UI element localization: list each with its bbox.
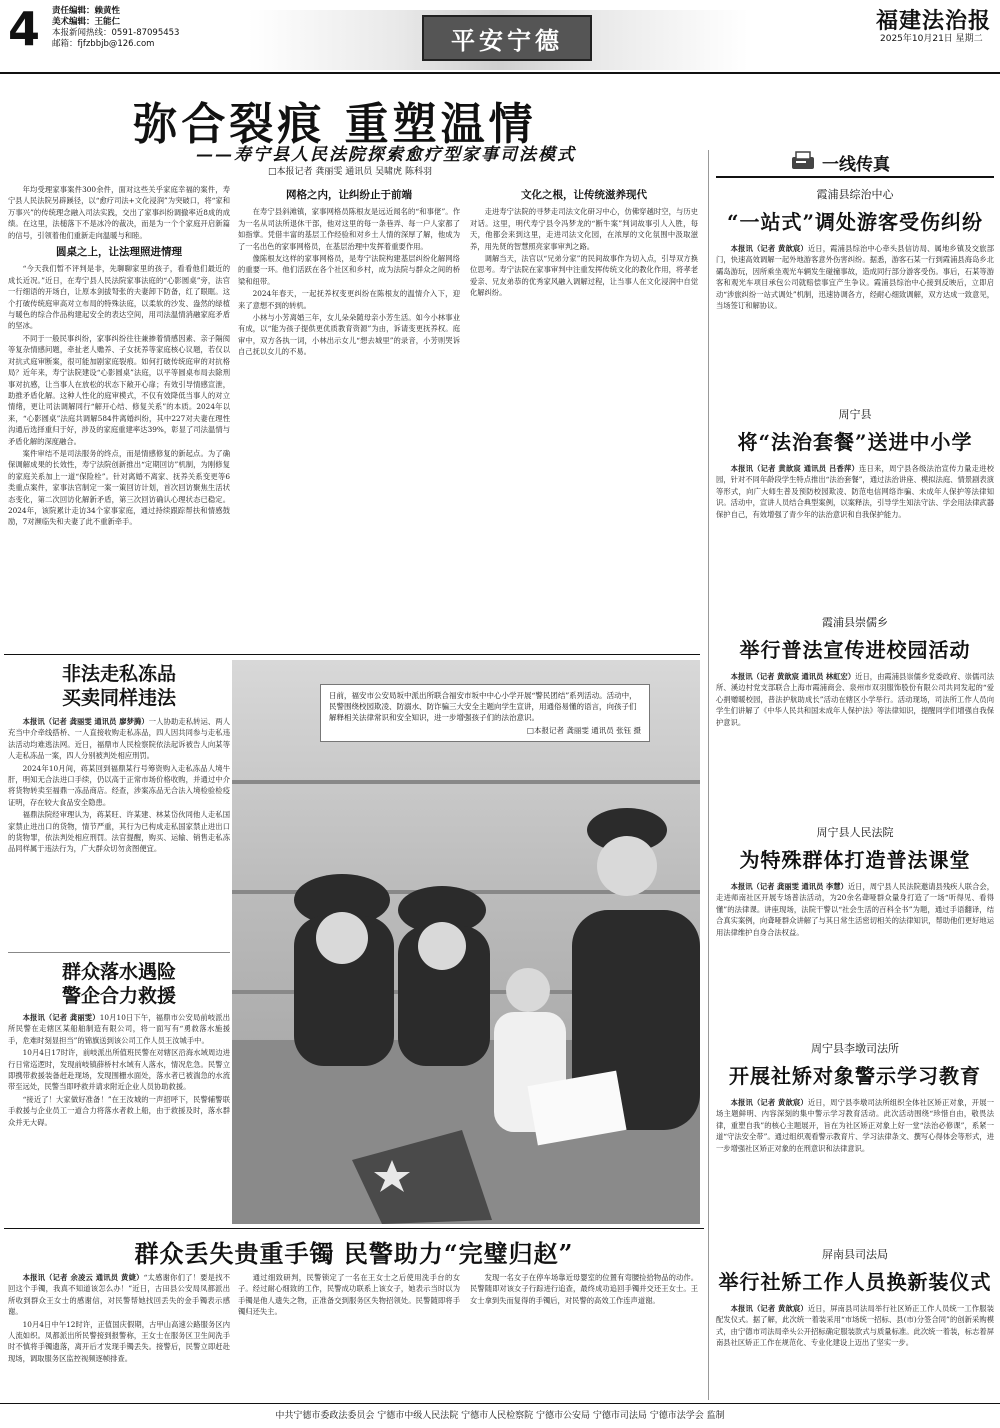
photo-caption-text: 日前，福安市公安局坂中派出所联合福安市坂中中心小学开展“警民团结”系列活动。活动中，民警围绕校园欺凌、防溺水、防诈骗三大安全主题向学生宣讲，用通俗易懂的语言，向孩子们解释相关法律常识和安全知识，进一步增强孩子们的法治意识。 xyxy=(329,691,637,722)
right-story-headline: 将“法治套餐”送进中小学 xyxy=(737,430,973,454)
lead-paragraph: 在寿宁县斜滩镇，家事网格员陈根友是远近闻名的“和事佬”。作为一名从司法所退休干部，他对这里的每一条巷弄、每一户人家都了如指掌。凭借丰富的基层工作经验和对乡土人情的深厚了解，他成为了一名出色的家事网格员，在基层治理中发挥着重要作用。 xyxy=(238,207,460,251)
lead-paragraph: 小林与小芳离婚三年，女儿朵朵随母亲小芳生活。如今小林事业有成，以“能为孩子提供更优质教育资源”为由，诉请变更抚养权。庭审中，双方各执一词，小林出示女儿“想去城里”的录音，小芳则哭诉自己抚以女儿的不易。 xyxy=(238,313,460,357)
lead-paragraph: 调解当天，法官以“兄弟分家”的民间故事作为切入点，引导双方换位思考。寿宁法院在家事审判中注重发挥传统文化的教化作用，将孝老爱亲、兄友弟恭的优秀家风融入调解过程，让当事人在文化浸润中自觉化解纠纷。 xyxy=(470,254,698,298)
right-story-org: 周宁县人民法院 xyxy=(816,826,894,839)
header-rule xyxy=(0,72,1000,74)
footer-supervisors: 中共宁德市委政法委员会 宁德市中级人民法院 宁德市人民检察院 宁德市公安局 宁德市司法局 宁德市法学会 监制 xyxy=(275,1411,725,1421)
photo-credit: □本报记者 龚丽雯 通讯员 张钰 摄 xyxy=(526,726,641,735)
lead-subhead-3: 文化之根，让传统滋养现代 xyxy=(521,189,647,201)
footer-rule xyxy=(0,1403,1000,1404)
lead-paragraph: 案件审结不是司法服务的终点，而是情感修复的新起点。为了确保调解成果的长效性，寿宁法院创新推出“定期回访”机制，为刚修复的家庭关系加上一道“保险栓”。针对离婚不离家、抚养关系变更等6类重点案件，家事法官制定一案一策回访计划，首次回访聚焦生活状态变化，第二次回访化解新矛盾，第三次回访确认心理状态已稳定。2024年，该院累计走访34个家事家庭，通过持续跟踪帮扶和情感鼓励，7对濒临失和夫妻了此不重新牵手。 xyxy=(8,448,230,527)
bottom-story-column xyxy=(8,1272,230,1400)
left-story-text: “接近了！大家做好准备！”在王汝城的一声招呼下，民警辅警联手救援与企业员工一道合力将落水者救上船，由于救援及时，落水群众并无大碍。 xyxy=(8,1094,230,1127)
art-editor-line: 美术编辑：王能仁 xyxy=(52,17,121,27)
editor-info xyxy=(52,6,179,50)
hotline: 本报新闻热线：0591-87095453 xyxy=(52,28,180,38)
photo-caption xyxy=(320,684,650,742)
headline-line: 群众落水遇险 xyxy=(61,961,176,983)
right-story-byline: 本报讯（记者 黄歆宸 通讯员 林虹宏） xyxy=(730,672,856,681)
bottom-story-text: 发现一名女子在停车场靠近母婴室的位置有弯腰捡拾物品的动作。民警随即对该女子行踪进行追查，最终成功追回手镯并交还王女士。王女士拿到失而复得的手镯后，对民警的高效工作连声道谢。 xyxy=(470,1273,698,1305)
left-story-headline xyxy=(8,662,230,710)
editor-line: 责任编辑：赖黄性 xyxy=(52,6,121,16)
right-column-title: 一线传真 xyxy=(822,155,890,175)
right-story-body xyxy=(716,243,994,411)
right-story xyxy=(716,406,994,603)
right-story-headline: 为特殊群体打造普法课堂 xyxy=(739,848,971,872)
fax-icon xyxy=(790,151,816,175)
lead-paragraph: 像陈根友这样的家事网格员，是寿宁法院构建基层纠纷化解网络的重要一环。他们活跃在各个社区和乡村，成为法院与群众之间的桥梁和纽带。 xyxy=(238,254,460,286)
issue-date: 2025年10月21日 星期二 xyxy=(880,34,983,44)
right-story-headline: “一站式”调处游客受伤纠纷 xyxy=(726,210,983,234)
left-story-text: 10月4日17时许，前岐派出所值班民警在对辖区沿海水域周边进行日常巡逻时，发现前岐镇薛桥村水域有人落水，情况危急。民警立即携带救援装备赶赴现场，发现围栅水面处，落水者已被湍急的水流带至远处，民警当即呼救并请求附近企业人员协助救援。 xyxy=(8,1048,230,1092)
bottom-story-column xyxy=(470,1272,698,1400)
right-story-org: 周宁县李墩司法所 xyxy=(811,1042,899,1055)
lead-paragraph: 走进寿宁法院的寻梦走司法文化研习中心，仿佛穿越时空，与历史对话。这里，明代寿宁县令冯梦龙的“断牛案”判词故事引人入胜，每天，他都会来到这里，走进司法文化园，在浓厚的文化氛围中汲取滋养，用先贤的智慧照亮家事审判之路。 xyxy=(470,207,698,251)
bottom-story-headline: 群众丢失贵重手镯 民警助力“完璧归赵” xyxy=(134,1239,574,1268)
headline-line: 买卖同样违法 xyxy=(61,687,176,709)
lead-intro: 年均受理家事案件300余件，面对这些关乎家庭幸福的案件，寿宁县人民法院另辟蹊径，以“愈疗司法+文化浸润”为突破口，将“家和万事兴”的传统理念融入司法实践，交出了家事纠纷调撤率近8成的成绩。在这里，法槌落下不是冰冷的裁决，而是为一个个家庭开启新篇的信号，引领着他们重新走向温暖与和睦。 xyxy=(8,185,230,240)
page-number: 4 xyxy=(8,2,41,56)
bottom-story-column xyxy=(238,1272,460,1400)
right-story-org: 霞浦县综治中心 xyxy=(816,188,894,201)
left-story-body xyxy=(8,1012,230,1224)
right-column-divider xyxy=(708,150,709,1400)
lead-paragraph: 2024年春天，一起抚养权变更纠纷在陈根友的温情介入下，迎来了意想不到的转机。 xyxy=(238,289,460,310)
left-story-byline: 本报讯（记者 龚丽雯） xyxy=(22,1013,100,1022)
lead-paragraph: “今天我们暂不评判是非，先聊聊家里的孩子，看看他们最近的成长近况。”近日，在寿宁县人民法院家事法庭的“心影圆桌”旁，法官一行细语的开场白，让原本剑拔弩张的夫妻卸下防备，红了眼眶。这个打破传统庭审高对立布局的特殊法庭，以柔软的沙发、盎然的绿植与暖色的综合作品构建起安全的表达空间，用司法温情消融家庭矛盾的坚冰。 xyxy=(8,264,230,331)
right-story-headline: 举行社矫工作人员换新装仪式 xyxy=(718,1270,992,1294)
headline-line: 非法走私冻品 xyxy=(61,663,176,685)
right-story-headline: 举行普法宣传进校园活动 xyxy=(739,638,971,662)
section-title: 平安宁德 xyxy=(422,15,592,61)
right-story xyxy=(716,824,994,1031)
left-story-body xyxy=(8,716,230,948)
bottom-story-text: 10月4日中午12时许，正值国庆假期，古甲山高速公路服务区内人流如织。凤都派出所民警接到报警称，王女士在服务区卫生间洗手时不慎将手镯遗落，离开后才发现手镯丢失。接警后，民警立即赶赴现场，调取服务区监控视频逐帧排查。 xyxy=(8,1319,230,1363)
right-story-body xyxy=(716,1303,994,1411)
lead-title: 弥合裂痕 重塑温情 xyxy=(133,99,537,150)
right-story-org: 霞浦县崇儒乡 xyxy=(822,616,888,629)
right-story-body xyxy=(716,463,994,603)
left-story-text: 一人协助走私转运、两人充当中介牵线搭桥、一人直接收购走私冻品，四人因共同参与走私违法活动均难逃法网。近日，福鼎市人民检察院依法起诉被告人向某等人走私冻品一案，四人分别被判处相应刑罚。 xyxy=(8,717,230,761)
right-story-byline: 本报讯（记者 龚丽雯 通讯员 李慧） xyxy=(730,882,848,891)
left-story-byline: 本报讯（记者 龚丽雯 通讯员 廖梦腾） xyxy=(22,717,149,726)
right-story-org: 屏南县司法局 xyxy=(822,1248,888,1261)
lead-subhead-2: 网格之内，让纠纷止于前端 xyxy=(286,189,412,201)
email: 邮箱：fjfzbbjb@126.com xyxy=(52,39,155,49)
right-story xyxy=(716,614,994,801)
lead-paragraph: 不同于一般民事纠纷，家事纠纷往往兼掺着情感因素、亲子隔阂等复杂情感问题，牵扯老人赡养、子女抚养等家庭核心议题，若仅以对抗式庭审断案，很可能加剧家庭裂痕。如何打破传统庭审的对抗格局？近年来，寿宁法院建设“心影圆桌”法庭，以平等圆桌布局去除刑事对抗感，让当事人在放松的状态下敞开心扉；有效引导情感宣泄，助推矛盾化解。这种人性化的庭审模式，不仅有效降低当事人的对立情绪，更让司法调解同行“解开心结、修复关系”的本质。2024年以来，“心影圆桌”法庭共调解584件离婚纠纷，其中227对夫妻在理性沟通后选择重归于好，涉及的家庭重建率达39%，彰显了司法温情与矛盾化解的深度融合。 xyxy=(8,333,230,446)
right-story-body xyxy=(716,1097,994,1237)
left-story-text: 福鼎法院经审理认为，蒋某旺、许某建、林某岱伙同他人走私国家禁止进出口的货物，情节严重，其行为已构成走私国家禁止进出口的货物罪，依法判处相应刑罚。法官提醒，购买、运输、销售走私冻品同样属于违法行为，广大群众切勿贪图便宜。 xyxy=(8,810,230,854)
left-story-text: 10月10日下午，福鼎市公安局前岐派出所民警在走辖区某船舶制造有限公司，将一面写有“勇救落水施援手，危难时刻显担当”的锦旗送到该公司工作人员王汝城手中。 xyxy=(8,1013,230,1045)
right-story-headline: 开展社矫对象警示学习教育 xyxy=(729,1064,981,1088)
right-story-body xyxy=(716,881,994,1031)
lead-column-3 xyxy=(470,184,698,650)
right-story-text: 近日，霞浦县综治中心牵头县信访局、属地乡镇及交旅部门，快速高效调解一起外地游客意外伤害纠纷。据悉，游客石某一行到霞浦县海岛乡北礵岛游玩，因所乘坐观光车辆发生碰撞事故，造成同行部分游客受伤。事后，石某等游客和观光车项目承包公司就赔偿事宜产生争议。霞浦县综治中心接到反映后，立即启动“涉旅纠纷一站式调处”机制，迅速协调各方，经耐心细致调解，双方达成一致意见，当场签订和解协议。 xyxy=(716,244,994,311)
right-story-byline: 本报讯（记者 黄歆宸 通讯员 吕香萍） xyxy=(730,464,860,473)
right-story-byline: 本报讯（记者 黄歆宸） xyxy=(730,1304,808,1313)
right-story-text: 连日来，周宁县各级法治宣传力量走进校园，针对不同年龄段学生特点推出“法治套餐”，通过法治讲座、模拟法庭、情景剧表演等形式，向广大师生普及预防校园欺凌、防范电信网络诈骗、未成年人保护等法律知识。活动中，宣讲人员结合典型案例，以案释法，引导学生知法守法、学会用法律武器保护自己，有效增强了青少年的法治意识和自我保护能力。 xyxy=(716,464,994,519)
lead-subtitle: ——寿宁县人民法院探索愈疗型家事司法模式 xyxy=(196,145,576,165)
right-column-header xyxy=(790,150,890,175)
bottom-story-text: “太感谢你们了！要是找不回这个手镯，我真不知道该怎么办！”近日，古田县公安局凤都派出所收到群众王女士的感谢信，对民警帮她找回丢失的金手镯表示感谢。 xyxy=(8,1273,230,1317)
photo-scene xyxy=(232,660,700,1224)
right-story-text: 近日，周宁县李墩司法所组织全体社区矫正对象，开展一场主题鲜明、内容深刻的集中警示学习教育活动。此次活动围绕“珍惜自由，敬畏法律，重塑自我”的核心主题展开，旨在为社区矫正对象上好一堂“法治必修课”，系紧一道“守法安全带”。通过组织观看警示教育片、学习法律条文、撰写心得体会等形式，进一步增强社区矫正对象的在刑意识和法律意识。 xyxy=(716,1098,994,1153)
right-header-rule xyxy=(716,176,994,178)
left-story-divider xyxy=(8,952,230,953)
right-story xyxy=(716,186,994,411)
lead-column-1 xyxy=(8,184,230,650)
lead-subhead-1: 圆桌之上，让法理照进情理 xyxy=(56,246,182,259)
right-story-text: 近日，由霞浦县崇儒乡党委政府、崇儒司法所、溪边村党支部联合上海市霞浦商会、泉州市双羽服饰股份有限公司共同发起的“爱心捐赠暖校园，普法护航助成长”活动在辖区小学举行。活动现场，司法所工作人员向学生们讲解了《中华人民共和国未成年人保护法》等法律知识，提醒同学们增强自我保护意识。 xyxy=(716,672,994,727)
headline-line: 警企合力救援 xyxy=(61,985,176,1007)
right-story-byline: 本报讯（记者 黄歆宸） xyxy=(730,1098,808,1107)
bottom-story-byline: 本报讯（记者 余凌云 通讯员 黄婕） xyxy=(22,1273,144,1282)
lead-byline: □本报记者 龚丽雯 通讯员 吴啸虎 陈科羽 xyxy=(268,167,432,177)
left-story-headline xyxy=(8,960,230,1008)
right-story xyxy=(716,1040,994,1237)
masthead: 福建法治报 xyxy=(876,8,992,34)
right-story-byline: 本报讯（记者 黄歆宸） xyxy=(730,244,808,253)
right-story-body xyxy=(716,671,994,801)
right-story xyxy=(716,1246,994,1411)
right-story-text: 近日，屏南县司法局举行社区矫正工作人员统一工作服装配发仪式。据了解，此次统一着装采用“市场统一招标、县(市)分签合同”的创新采购模式，由宁德市司法局牵头公开招标确定服装款式与质量标准。此次统一着装，标志着屏南县社区矫正工作在规范化、专业化建设上迈出了坚实一步。 xyxy=(716,1304,994,1348)
bottom-story-text: 通过细致研判，民警锁定了一名在王女士之后使用洗手台的女子。经过耐心细致的工作，民警成功联系上该女子，她表示当时以为手镯是他人遗失之物，正准备交到服务区失物招领处。民警随即将手镯归还失主。 xyxy=(238,1273,460,1317)
right-story-org: 周宁县 xyxy=(838,408,872,421)
left-story-text: 2024年10月间，蒋某回到福鼎某行号筹资购入走私冻品人境牛肝，明知无合法进口手续，仍以高于正常市场价格收购，并通过中介将货物转卖至福鼎一冻品商店。经查，涉案冻品无合法入境检验检疫证明，存在较大食品安全隐患。 xyxy=(8,763,230,807)
lead-column-2 xyxy=(238,184,460,650)
right-story-text: 近日，周宁县人民法院邀请县残疾人联合会，走进师南社区开展专场普法活动，为20余名聋哑群众量身打造了一场“听得见、看得懂”的法律课。讲座现场，法院干警以“社会生活的百科全书”为题，通过手语翻译，结合真实案例，向聋哑群众讲解了与其日常生活密切相关的法律知识，帮助他们更好地运用法律维护自身合法权益。 xyxy=(716,882,994,937)
news-photo xyxy=(232,660,700,1224)
lead-bottom-rule xyxy=(4,654,700,655)
bottom-story-rule xyxy=(4,1228,704,1229)
